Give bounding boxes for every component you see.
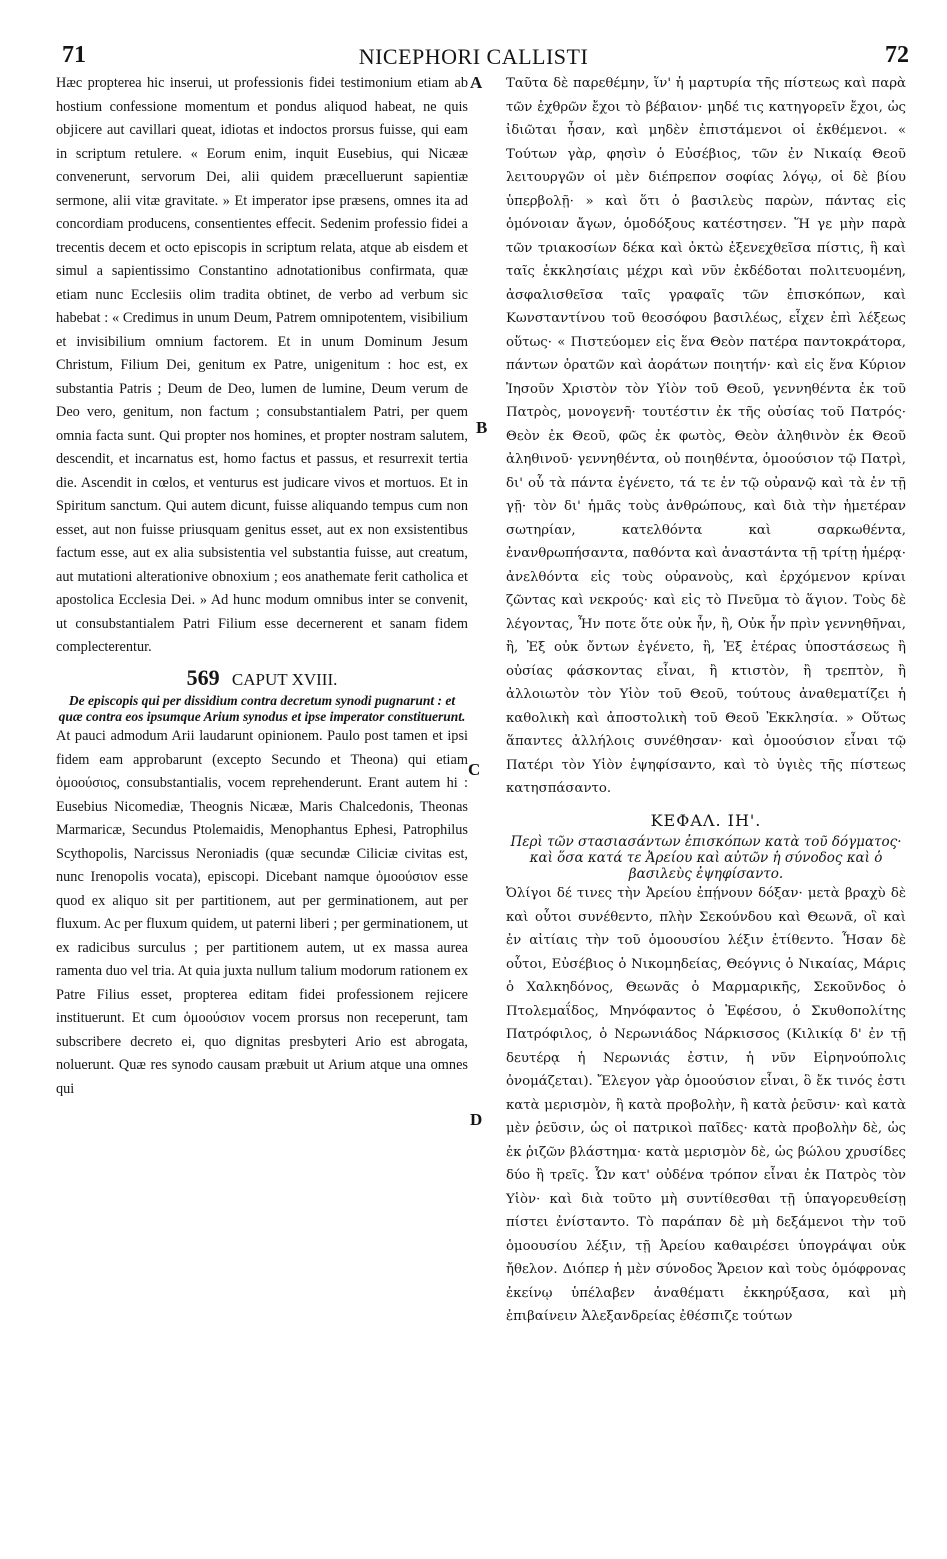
kephalaion-heading: ΚΕΦΑΛ. ΙΗ'. — [650, 810, 762, 830]
caput-number: 569 — [186, 664, 220, 690]
running-head — [0, 40, 947, 72]
caput-title: CAPUT XVIII. — [231, 669, 338, 689]
greek-column — [506, 72, 906, 1329]
section-marker-b: B — [476, 418, 488, 437]
greek-paragraph-2: Ὀλίγοι δέ τινες τὴν Ἀρείου ἐπῄνουν δόξαν· μετὰ βραχὺ δὲ καὶ οὗτοι συνέθεντο, πλὴν Σεκούνδου καὶ Θεωνᾶ, οἳ καὶ ἐν αἰτίαις τὴν τοῦ ὁμοουσίου λέξιν ἐτίθεντο. Ἦσαν δὲ οὗτοι, Εὐσέβιος ὁ Νικομηδείας, Θεόγνις ὁ Νικαίας, Μάρις ὁ Χαλκηδόνος, Θεωνᾶς ὁ Μαρμαρικῆς, Σεκοῦνδος ὁ Πτολεμαΐδος, Μηνόφαντος ὁ Ἐφέσου, ὁ Σκυθοπολίτης Πατρόφιλος, ὁ Νερωνιάδος Νάρκισσος (Κιλικίᾳ δ' ἐν τῇ δευτέρᾳ ἡ Νερωνιάς ἐστιν, ἡ νῦν Εἰρηνούπολις ὀνομάζεται). Ἔλεγον γὰρ ὁμοούσιον εἶναι, ὃ ἔκ τινός ἐστι κατὰ μερισμὸν, ἢ κατὰ προβολὴν, ἢ κατὰ ῥεῦσιν· καὶ κατὰ μὲν ῥεῦσιν, ὡς οἱ πατρικοὶ παῖδες· κατὰ προβολὴν δὲ, ὡς ἐκ ῥιζῶν βλάστημα· κατὰ μερισμὸν δὲ, ὡς βώλου χρυσίδες δύο ἢ τρεῖς. Ὧν κατ' οὐδένα τρόπον εἶναι ἐκ Πατρὸς τὸν Υἱὸν· καὶ διὰ τοῦτο μὴ συντίθεσθαι τῇ ὑπαγορευθείσῃ πίστει ἐνίσταντο. Τὸ παράπαν δὲ μὴ δεξάμενοι τὴν τοῦ ὁμοουσίου λέξιν, τῇ Ἀρείου καθαιρέσει ὑπογράψαι οὐκ ἤθελον. Διόπερ ἡ μὲν σύνοδος Ἄρειον καὶ τοὺς ὁμόφρονας ἐκείνῳ ὑπέλαβεν ἀναθέματι ἐκκηρύξασα, καὶ μὴ ἐπιβαίνειν Ἀλεξανδρείας ἐθέσπιζε τούτων — [506, 886, 906, 1324]
latin-paragraph-1: Hæc propterea hic inserui, ut professionis fidei testimonium etiam ab hostium confessione momentum et pondus aliquod habeat, ne quis objicere aut cavillari queat, idiotas et indoctos prorsus fuisse, qui eam in scriptum retulere. « Eorum enim, inquit Eusebius, qui Nicææ convenerunt, servorum Dei, alii quidem præcelluerunt sapientiæ sermone, alii vitæ gravitate. » Et imperator ipse præsens, omnes ita ad concordiam producens, consentientes effecit. Sedenim professio fidei a trecentis decem et octo episcopis in scriptum relata, atque ab eisdem et simul a sapientissimo Constantino adnotationibus confirmata, quæ etiam nunc Ecclesiis olim tradita obtinet, de verbo ad verbum sic habebat : « Credimus in unum Deum, Patrem omnipotentem, visibilium et invisibilium omnium factorem. Et in unum Dominum Jesum Christum, Filium Dei, genitum ex Patre, unigenitum : hoc est, ex substantia Patris ; Deum de Deo, lumen de lumine, Deum verum de Deo vero, genitum, non factum ; consubstantialem Patri, per quem omnia facta sunt. Qui propter nos homines, et propter nostram salutem, descendit, et incarnatus est, homo factus et passus, et resurrexit tertia die. Ascendit in cœlos, et venturus est judicare vivos et mortuos. Et in Spiritum sanctum. Qui autem dicunt, fuisse aliquando tempus cum non esset, aut non fuisse priusquam genitus esset, aut ex non exsistentibus factum esse, aut ex alia subsistentia vel substantia fuisse, aut creatum, aut mutationi alterationive obnoxium ; eos anathemate ferit catholica et apostolica Ecclesia Dei. » Ad hunc modum omnibus inter se convenit, ut consubstantialem Patri Filium esse decernerent et sanam fidem complecterentur. — [56, 75, 468, 655]
caput-summary: De episcopis qui per dissidium contra decretum synodi pugnarunt : et quæ contra eos ipsumque Arium synodus et ipse imperator constituerunt. — [58, 693, 466, 724]
section-marker-d: D — [470, 1110, 483, 1129]
running-title: NICEPHORI CALLISTI — [358, 44, 589, 69]
page-number-left: 71 — [62, 42, 86, 68]
section-marker-c: C — [468, 760, 481, 779]
latin-paragraph-2: At pauci admodum Arii laudarunt opinionem. Paulo post tamen et ipsi fidem eam approbarunt (excepto Secundo et Theona) qui etiam ὁμοούσιος, consubstantialis, vocem reprehenderunt. Erant autem hi : Eusebius Nicomediæ, Theognis Nicææ, Maris Chalcedonis, Theonas Marmaricæ, Secundus Ptolemaidis, Menophantus Ephesi, Patrophilus Scythopolis, Narcissus Neroniadis (quæ secundæ Ciliciæ civitas est, nunc Irenopolis vocata), episcopi. Dicebant namque ὁμοούσιον esse quod ex aliquo sit per partitionem, aut per germinationem, aut per fluxum. Ac per fluxum quidem, ut paterni liberi ; per germinationem, ut ex radicibus surculus ; per partitionem autem, ut ex massa aurea ramenta duo vel tria. At quia juxta nullum talium modorum rationem ex Patre Filius esset, propterea editam fidei professionem rejicere instituerunt. Et cum ὁμοούσιον vocem prorsus non receperunt, tam subscribere decreto ei, quo dignitas presbyteri Ario est abrogata, noluerunt. Quæ res synodo causam præbuit ut Arium atque una omnes qui — [56, 728, 468, 1097]
kephalaion-summary: Περὶ τῶν στασιασάντων ἐπισκόπων κατὰ τοῦ δόγματος· καὶ ὅσα κατά τε Ἀρείου καὶ αὐτῶν ἡ σύνοδος καὶ ὁ βασιλεὺς ἐψηφίσαντο. — [510, 834, 902, 882]
page-number-right: 72 — [885, 42, 909, 68]
section-marker-a: A — [470, 73, 483, 92]
latin-column — [56, 72, 468, 1101]
caput-heading — [56, 666, 468, 692]
greek-paragraph-1: Ταῦτα δὲ παρεθέμην, ἵν' ἡ μαρτυρία τῆς πίστεως καὶ παρὰ τῶν ἐχθρῶν ἔχοι τὸ βέβαιον· μηδέ τις κατηγορεῖν ἔχοι, ὡς ἰδιῶται ἦσαν, καὶ μηδὲν ἐπιστάμενοι οἱ ἐκθέμενοι. « Τούτων γὰρ, φησὶν ὁ Εὐσέβιος, τῶν ἐν Νικαίᾳ Θεοῦ λειτουργῶν οἱ μὲν διέπρεπον σοφίας λόγῳ, οἱ δὲ βίου ὑπερβολῇ· » καὶ ὅτι ὁ βασιλεὺς παρὼν, πάντας εἰς ὁμόνοιαν ἄγων, ὁμοδόξους κατέστησεν. Ἥ γε μὴν παρὰ τῶν τριακοσίων δέκα καὶ ὀκτὼ ἐξενεχθεῖσα πίστις, ἣ καὶ ταῖς ἐκκλησίαις μέχρι καὶ νῦν ἐκδέδοται πολιτευομένη, ἀσφαλισθεῖσα ταῖς γραφαῖς τῶν ἐπισκόπων, καὶ Κωνσταντίνου τοῦ θεοσόφου βασιλέως, εἶχεν ἐπὶ λέξεως οὕτως· « Πιστεύομεν εἰς ἕνα Θεὸν πατέρα παντοκράτορα, πάντων ὁρατῶν καὶ ἀοράτων ποιητήν· καὶ εἰς ἕνα Κύριον Ἰησοῦν Χριστὸν τὸν Υἱὸν τοῦ Θεοῦ, γεννηθέντα ἐκ τοῦ Πατρὸς, μονογενῆ· τουτέστιν ἐκ τῆς οὐσίας τοῦ Πατρός· Θεὸν ἐκ Θεοῦ, φῶς ἐκ φωτὸς, Θεὸν ἀληθινὸν ἐκ Θεοῦ ἀληθινοῦ· γεννηθέντα, οὐ ποιηθέντα, ὁμοούσιον τῷ Πατρὶ, δι' οὗ τὰ πάντα ἐγένετο, τά τε ἐν τῷ οὐρανῷ καὶ τὰ ἐν τῇ γῇ· τὸν δι' ἡμᾶς τοὺς ἀνθρώπους, καὶ διὰ τὴν ἡμετέραν σωτηρίαν, κατελθόντα καὶ σαρκωθέντα, ἐνανθρωπήσαντα, παθόντα καὶ ἀναστάντα τῇ τρίτῃ ἡμέρᾳ· ἀνελθόντα εἰς τοὺς οὐρανοὺς, καὶ ἐρχόμενον κρίναι ζῶντας καὶ νεκρούς· καὶ εἰς τὸ Πνεῦμα τὸ ἅγιον. Τοὺς δὲ λέγοντας, Ἦν ποτε ὅτε οὐκ ἦν, ἢ, Οὐκ ἦν πρὶν γεννηθῆναι, ἢ, Ἐξ οὐκ ὄντων ἐγένετο, ἢ, Ἐξ ἑτέρας ὑποστάσεως ἢ οὐσίας φάσκοντας εἶναι, ἢ κτιστὸν, ἢ τρεπτὸν, ἢ ἀλλοιωτὸν τὸν Υἱὸν τοῦ Θεοῦ, τούτους ἀναθεματίζει ἡ καθολικὴ καὶ ἀποστολικὴ τοῦ Θεοῦ Ἐκκλησία. » Οὕτως ἅπαντες ἀλλήλοις συνέθησαν· καὶ ὁμοούσιον εἶναι τῷ Πατέρι τὸν Υἱὸν ἐψηφίσαντο, καὶ τὸ ὑγιὲς τῆς πίστεως κατησπάσαντο. — [506, 76, 906, 796]
